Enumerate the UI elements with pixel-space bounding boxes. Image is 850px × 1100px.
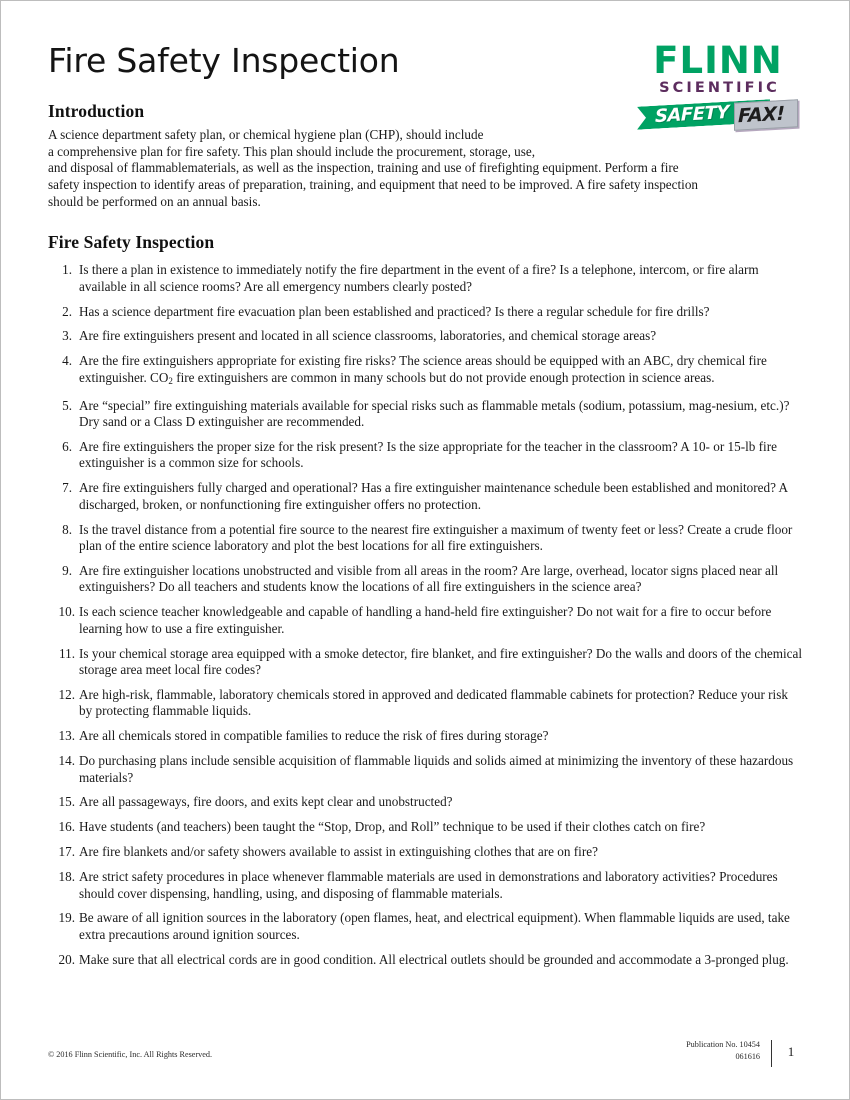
list-item-number: 11. bbox=[59, 645, 75, 661]
logo-brand-flinn: FLINN bbox=[653, 39, 783, 82]
list-item-number: 16. bbox=[58, 819, 75, 835]
list-item-number: 7. bbox=[62, 480, 72, 496]
list-item bbox=[48, 646, 804, 679]
list-item bbox=[48, 910, 804, 943]
list-item-number: 14. bbox=[58, 753, 75, 769]
co2-subscript: 2 bbox=[168, 375, 173, 386]
list-item bbox=[48, 262, 804, 295]
intro-line: and disposal of flammablematerials, as well as the inspection, training and use of firefighting equipment. Perform a fire bbox=[48, 160, 679, 176]
list-item-text bbox=[79, 353, 767, 384]
list-item-text: Are fire extinguishers the proper size for the risk present? Is the size appropriate for the teacher in the classroom? A 10- or 15-lb fire extinguisher is a common size for schools. bbox=[79, 439, 777, 471]
copyright-notice: © 2016 Flinn Scientific, Inc. All Rights Reserved. bbox=[48, 1050, 213, 1059]
introduction-paragraph bbox=[48, 127, 804, 210]
list-item-number: 15. bbox=[58, 794, 75, 810]
list-item-text: Are “special” fire extinguishing materials available for special risks such as flammable metals (sodium, potassium, mag-nesium, etc.)? Dry sand or a Class D extinguisher are recommended. bbox=[79, 397, 790, 430]
list-item-text: Are strict safety procedures in place whenever flammable materials are used in demonstrations and laboratory activities? Procedures should cover dispensing, handling, using, and disposing of flammable materials. bbox=[79, 869, 778, 901]
list-item-number: 10. bbox=[58, 604, 75, 620]
list-item-text: Are all passageways, fire doors, and exits kept clear and unobstructed? bbox=[79, 794, 453, 810]
list-item-text: Is each science teacher knowledgeable and capable of handling a hand-held fire extinguisher? Do not wait for a fire to occur before learning how to use a fire extinguisher. bbox=[79, 604, 772, 636]
list-item bbox=[48, 753, 804, 786]
banner-label-safety: SAFETY bbox=[655, 102, 729, 128]
list-item bbox=[48, 728, 804, 744]
list-item-text: Do purchasing plans include sensible acquisition of flammable liquids and solids aimed at minimizing the inventory of these hazardous materials? bbox=[79, 753, 794, 785]
list-item-text: Has a science department fire evacuation plan been established and practiced? Is there a regular schedule for fire drills? bbox=[79, 303, 710, 319]
list-item-text: Be aware of all ignition sources in the laboratory (open flames, heat, and electrical equipment). When flammable liquids are used, take extra precautions around ignition sources. bbox=[79, 910, 790, 942]
list-item-number: 3. bbox=[62, 328, 72, 344]
page-number: 1 bbox=[787, 1044, 795, 1059]
list-item-number: 6. bbox=[62, 439, 72, 455]
list-item bbox=[48, 353, 804, 389]
list-item-text-before: Are the fire extinguishers appropriate for existing fire risks? The science areas should be equipped with an ABC, dry chemical fire extinguisher. CO bbox=[79, 353, 767, 385]
list-item-number: 2. bbox=[62, 303, 72, 319]
list-item bbox=[48, 952, 804, 968]
list-item-number: 9. bbox=[62, 562, 72, 578]
list-item-text: Are fire extinguishers fully charged and operational? Has a fire extinguisher maintenance schedule been established and monitored? A discharged, broken, or nonfunctioning fire extinguisher offers no protection. bbox=[79, 480, 788, 512]
list-item bbox=[48, 480, 804, 513]
page-footer bbox=[48, 1039, 802, 1073]
list-item bbox=[48, 687, 804, 720]
intro-line: safety inspection to identify areas of preparation, training, and equipment that need to be improved. A fire safety inspection bbox=[48, 177, 699, 193]
checklist-heading: Fire Safety Inspection bbox=[48, 232, 215, 253]
list-item-text: Are high-risk, flammable, laboratory chemicals stored in approved and dedicated flammable cabinets for protection? Reduce your risk by protecting flammable liquids. bbox=[79, 686, 788, 719]
list-item bbox=[48, 563, 804, 596]
list-item bbox=[48, 819, 804, 835]
list-item bbox=[48, 844, 804, 860]
list-item-number: 1. bbox=[62, 262, 72, 278]
intro-line: a comprehensive plan for fire safety. This plan should include the procurement, storage, use, bbox=[48, 143, 536, 159]
list-item-text: Are fire extinguishers present and located in all science classrooms, laboratories, and chemical storage areas? bbox=[79, 328, 657, 344]
list-item-number: 18. bbox=[58, 869, 75, 885]
list-item-number: 5. bbox=[62, 397, 72, 413]
list-item bbox=[48, 304, 804, 320]
list-item-text: Make sure that all electrical cords are in good condition. All electrical outlets should be grounded and accommodate a 3-pronged plug. bbox=[79, 951, 789, 967]
list-item bbox=[48, 794, 804, 810]
list-item-number: 12. bbox=[58, 686, 75, 702]
list-item-text: Is there a plan in existence to immediately notify the fire department in the event of a fire? Is a telephone, intercom, or fire alarm available in all science rooms? Are all emergency numbers clearly posted? bbox=[79, 262, 759, 294]
list-item-text: Are all chemicals stored in compatible families to reduce the risk of fires during storage? bbox=[79, 728, 549, 744]
fire-safety-checklist bbox=[48, 262, 804, 968]
publication-info bbox=[686, 1039, 760, 1062]
list-item-text: Have students (and teachers) been taught the “Stop, Drop, and Roll” technique to be used if their clothes catch on fire? bbox=[79, 819, 706, 835]
list-item-text: Are fire blankets and/or safety showers available to assist in extinguishing clothes that are on fire? bbox=[79, 844, 598, 860]
list-item-number: 19. bbox=[58, 910, 75, 926]
introduction-heading: Introduction bbox=[48, 101, 145, 122]
footer-divider bbox=[771, 1040, 772, 1067]
intro-line: should be performed on an annual basis. bbox=[48, 193, 261, 209]
publication-number: Publication No. 10454 bbox=[686, 1040, 760, 1049]
list-item-number: 4. bbox=[62, 353, 72, 369]
list-item bbox=[48, 522, 804, 555]
list-item bbox=[48, 439, 804, 472]
list-item-text: Is the travel distance from a potential fire source to the nearest fire extinguisher a maximum of twenty feet or less? Create a crude floor plan of the entire science laboratory and plot the best locations for all fire extinguishers. bbox=[79, 521, 793, 554]
publication-date: 061616 bbox=[735, 1051, 760, 1061]
list-item-number: 20. bbox=[58, 951, 75, 967]
document-body bbox=[48, 39, 804, 977]
list-item-text: Is your chemical storage area equipped with a smoke detector, fire blanket, and fire extinguisher? Do the walls and doors of the chemical storage area meet local fire codes? bbox=[79, 645, 803, 677]
list-item bbox=[48, 398, 804, 431]
list-item-number: 8. bbox=[62, 521, 72, 537]
list-item bbox=[48, 328, 804, 344]
intro-line: A science department safety plan, or chemical hygiene plan (CHP), should include bbox=[48, 127, 484, 143]
page-title: Fire Safety Inspection bbox=[48, 41, 400, 80]
list-item-text: Are fire extinguisher locations unobstructed and visible from all areas in the room? Are large, overhead, locator signs placed near all extinguishers? Do all teachers and students know the locations of all fire extinguishers in the science area? bbox=[79, 562, 779, 595]
list-item-number: 17. bbox=[58, 844, 75, 860]
list-item bbox=[48, 869, 804, 902]
list-item bbox=[48, 604, 804, 637]
list-item-number: 13. bbox=[58, 728, 75, 744]
logo-brand-scientific: SCIENTIFIC bbox=[659, 80, 780, 97]
list-item-text-after: fire extinguishers are common in many schools but do not provide enough protection in science areas. bbox=[172, 369, 715, 385]
banner-label-fax: FAX! bbox=[738, 102, 785, 128]
